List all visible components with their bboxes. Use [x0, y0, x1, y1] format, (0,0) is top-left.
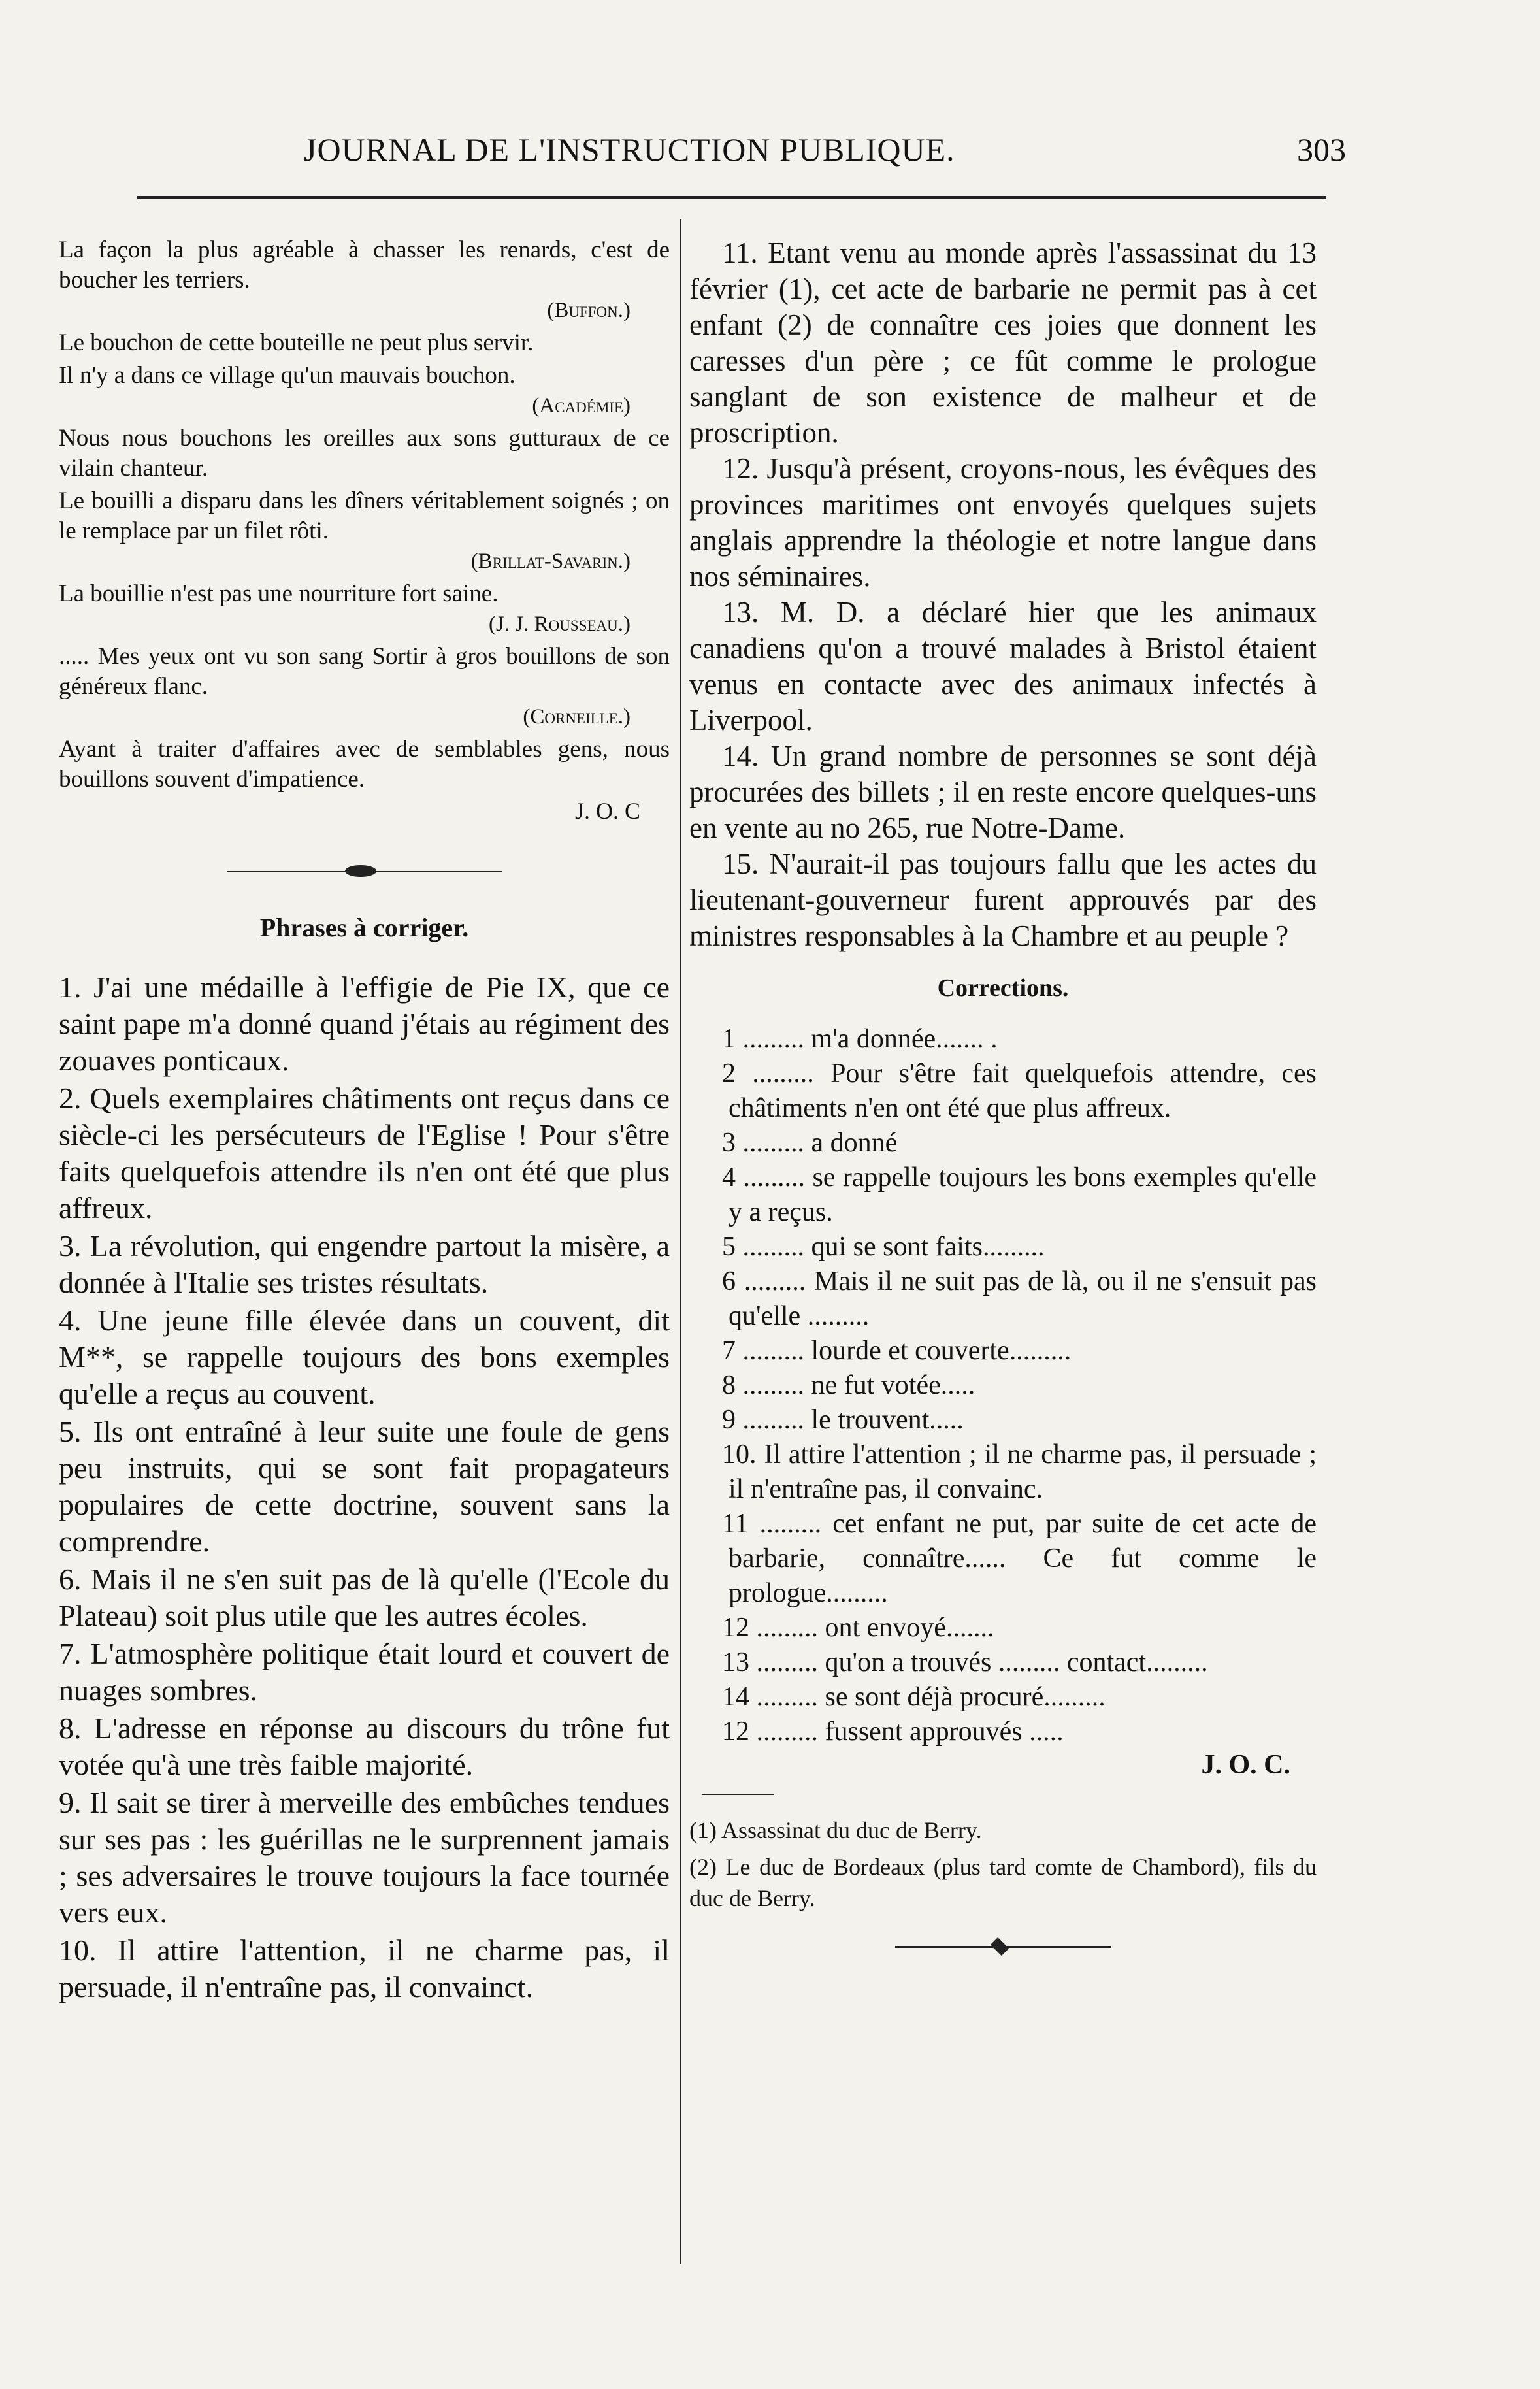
correction-item: 14 ......... se sont déjà procuré.........	[722, 1682, 1106, 1712]
sentence-item: 2. Quels exemplaires châtiments ont reçus dans ce siècle-ci les persécuteurs de l'Eglise ! Pour s'être faits quelquefois attendre ils n'en ont été que plus affreux.	[59, 1081, 670, 1225]
corrections-signature: J. O. C.	[1201, 1750, 1290, 1780]
sentence-item: 8. L'adresse en réponse au discours du trône fut votée qu'à une très faible majorité.	[59, 1711, 670, 1781]
section-title: Phrases à corriger.	[259, 913, 469, 942]
correction-item: 7 ......... lourde et couverte.........	[722, 1336, 1072, 1366]
correction-item: 13 ......... qu'on a trouvés ......... contact.........	[722, 1647, 1208, 1677]
correction-item: 12 ......... fussent approuvés .....	[722, 1717, 1064, 1747]
footnote-item: (1) Assassinat du duc de Berry.	[689, 1817, 982, 1843]
section-ornament	[227, 864, 502, 880]
correction-item: 11 ......... cet enfant ne put, par suite de cet acte de barbarie, connaître...... Ce fut comme le prologue.........	[722, 1509, 1317, 1608]
example-list	[59, 235, 670, 825]
example-item: La façon la plus agréable à chasser les renards, c'est de boucher les terriers. (Buffon.)	[59, 235, 670, 325]
example-source: (J. J. Rousseau.)	[489, 612, 631, 636]
correction-item: 9 ......... le trouvent.....	[722, 1405, 964, 1435]
example-item: Il n'y a dans ce village qu'un mauvais bouchon. (Académie)	[59, 361, 670, 421]
correction-item: 10. Il attire l'attention ; il ne charme pas, il persuade ; il n'entraîne pas, il convainc.	[722, 1440, 1317, 1504]
example-item: Ayant à traiter d'affaires avec de semblables gens, nous bouillons souvent d'impatience.	[59, 736, 670, 793]
correction-item: 12 ......... ont envoyé.......	[722, 1613, 994, 1643]
sentence-item: 1. J'ai une médaille à l'effigie de Pie IX, que ce saint pape m'a donné quand j'étais au régiment des zouaves ponticaux.	[59, 970, 670, 1077]
sentence-item: 6. Mais il ne s'en suit pas de là qu'elle (l'Ecole du Plateau) soit plus utile que les autres écoles.	[59, 1562, 670, 1632]
sentence-item: 11. Etant venu au monde après l'assassinat du 13 février (1), cet acte de barbarie ne permit pas à cet enfant (2) de connaître ces joies que donnent les caresses d'un père ; ce fût comme le prologue sanglant de son existence de malheur et de proscription.	[689, 237, 1317, 449]
correction-item: 2 ......... Pour s'être fait quelquefois attendre, ces châtiments n'en ont été que plus affreux.	[722, 1059, 1317, 1123]
journal-title: JOURNAL DE L'INSTRUCTION PUBLIQUE.	[304, 131, 955, 168]
example-item: ..... Mes yeux ont vu son sang Sortir à gros bouillons de son généreux flanc. (Corneille.)	[59, 642, 670, 732]
sentence-item: 10. Il attire l'attention, il ne charme pas, il persuade, il n'entraîne pas, il convainct.	[59, 1934, 670, 2003]
column-divider	[680, 219, 681, 2264]
sentence-item: 3. La révolution, qui engendre partout la misère, a donnée à l'Italie ses tristes résultats.	[59, 1229, 670, 1299]
ornament-mark	[991, 1937, 1009, 1956]
sentence-item: 12. Jusqu'à présent, croyons-nous, les évêques des provinces maritimes ont envoyés quelques sujets anglais apprendre la théologie et notre langue dans nos séminaires.	[689, 452, 1317, 593]
ornament-mark	[345, 865, 376, 877]
correction-item: 3 ......... a donné	[722, 1128, 898, 1158]
examples-signature: J. O. C	[574, 798, 640, 824]
page-header	[131, 131, 1346, 183]
left-column	[59, 235, 670, 2007]
footnote-rule	[702, 1794, 774, 1795]
sentence-item: 13. M. D. a déclaré hier que les animaux canadiens qu'on a trouvé malades à Bristol étaient venus en contacte avec des animaux infectés à Liverpool.	[689, 596, 1317, 736]
example-source: (Académie)	[532, 394, 631, 418]
corrections-list	[689, 1022, 1317, 1749]
page-number: 303	[1297, 131, 1346, 168]
example-item: Le bouilli a disparu dans les dîners véritablement soignés ; on le remplace par un filet rôti. (Brillat-Savarin.)	[59, 486, 670, 576]
correction-item: 5 ......... qui se sont faits.........	[722, 1232, 1045, 1262]
end-ornament	[895, 1940, 1111, 1953]
example-item: La bouillie n'est pas une nourriture fort saine. (J. J. Rousseau.)	[59, 579, 670, 639]
right-column	[689, 235, 1317, 1953]
example-item: Le bouchon de cette bouteille ne peut plus servir.	[59, 329, 534, 356]
correction-item: 6 ......... Mais il ne suit pas de là, ou il ne s'ensuit pas qu'elle .........	[722, 1266, 1317, 1331]
sentence-item: 4. Une jeune fille élevée dans un couvent, dit M**, se rappelle toujours des bons exemples qu'elle a reçus au couvent.	[59, 1304, 670, 1410]
footnotes	[689, 1815, 1317, 1914]
sentence-item: 9. Il sait se tirer à merveille des embûches tendues sur ses pas : les guérillas ne le surprennent jamais ; ses adversaires le trouve toujours la face tournée vers eux.	[59, 1786, 670, 1929]
corrections-title: Corrections.	[937, 974, 1069, 1002]
correction-item: 1 ......... m'a donnée....... .	[722, 1024, 998, 1054]
sentence-list	[59, 969, 670, 2005]
sentence-item: 5. Ils ont entraîné à leur suite une foule de gens peu instruits, qui se sont fait propagateurs populaires de cette doctrine, souvent sans la comprendre.	[59, 1415, 670, 1558]
sentence-list-continued	[689, 235, 1317, 954]
example-source: (Brillat-Savarin.)	[470, 550, 631, 573]
correction-item: 4 ......... se rappelle toujours les bons exemples qu'elle y a reçus.	[722, 1162, 1317, 1227]
example-item: Nous nous bouchons les oreilles aux sons gutturaux de ce vilain chanteur.	[59, 425, 670, 482]
header-rule	[137, 196, 1326, 199]
example-source: (Buffon.)	[547, 299, 631, 322]
footnote-item: (2) Le duc de Bordeaux (plus tard comte de Chambord), fils du duc de Berry.	[689, 1854, 1317, 1911]
sentence-item: 7. L'atmosphère politique était lourd et couvert de nuages sombres.	[59, 1637, 670, 1707]
sentence-item: 14. Un grand nombre de personnes se sont déjà procurées des billets ; il en reste encore quelques-uns en vente au no 265, rue Notre-Dame.	[689, 740, 1317, 844]
example-source: (Corneille.)	[523, 705, 631, 729]
correction-item: 8 ......... ne fut votée.....	[722, 1370, 975, 1400]
sentence-item: 15. N'aurait-il pas toujours fallu que les actes du lieutenant-gouverneur furent approuvés par des ministres responsables à la Chambre et au peuple ?	[689, 848, 1317, 952]
